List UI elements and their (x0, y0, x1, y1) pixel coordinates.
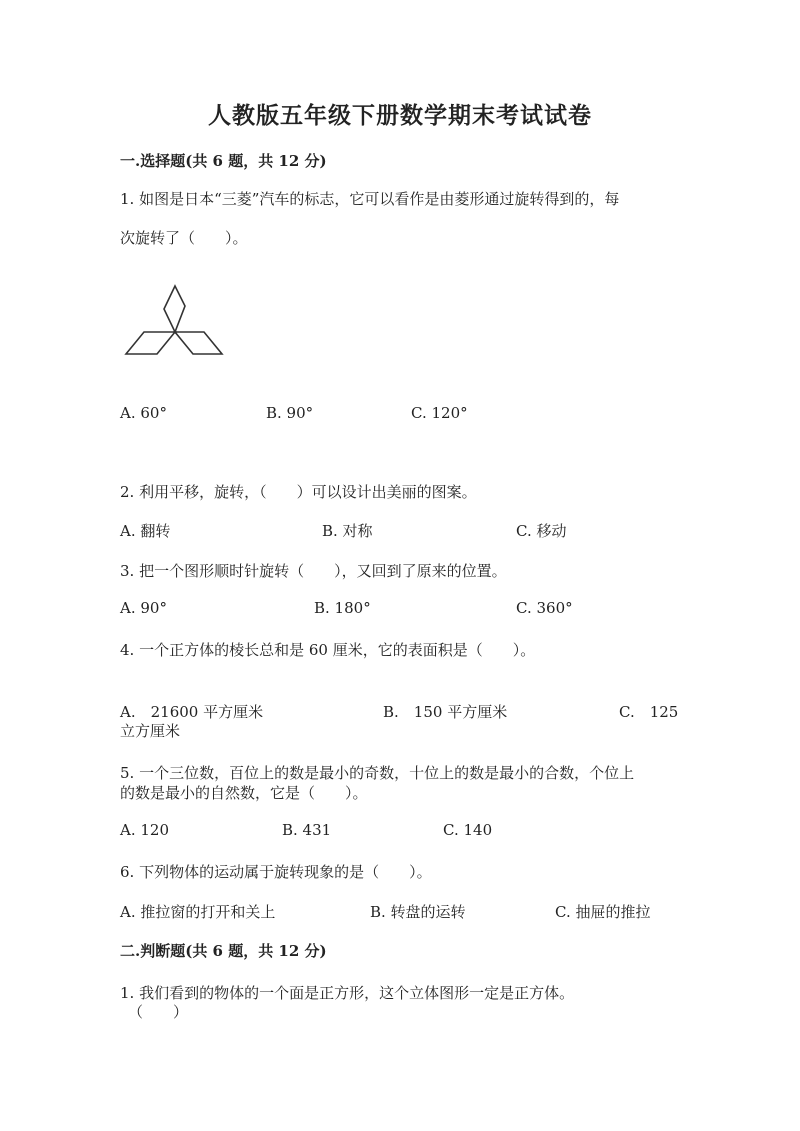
question-6-option-c: C. 抽屉的推拉 (555, 903, 651, 921)
question-4-option-c: C. 125 (619, 703, 679, 721)
judgement-1-line-1: 1. 我们看到的物体的一个面是正方形，这个立体图形一定是正方体。 (120, 984, 575, 1002)
question-4-option-a: A. 21600 平方厘米 (120, 703, 264, 721)
question-3-option-a: A. 90° (120, 599, 167, 617)
question-1-line-1: 1. 如图是日本“三菱”汽车的标志，它可以看作是由菱形通过旋转得到的，每 (120, 190, 620, 208)
question-4-text: 4. 一个正方体的棱长总和是 60 厘米，它的表面积是（ ）。 (120, 641, 536, 659)
question-3-text: 3. 把一个图形顺时针旋转（ ），又回到了原来的位置。 (120, 562, 507, 580)
question-6-option-b: B. 转盘的运转 (370, 903, 466, 921)
question-3-option-c: C. 360° (516, 599, 573, 617)
question-4-option-c-wrap: 立方厘米 (120, 722, 181, 740)
question-4-option-b: B. 150 平方厘米 (383, 703, 508, 721)
question-3-option-b: B. 180° (314, 599, 371, 617)
question-6-text: 6. 下列物体的运动属于旋转现象的是（ ）。 (120, 863, 432, 881)
rhombus-left (126, 332, 175, 354)
question-1-option-a: A. 60° (120, 404, 167, 422)
page-title: 人教版五年级下册数学期末考试试卷 (208, 102, 592, 129)
question-2-text: 2. 利用平移，旋转，（ ）可以设计出美丽的图案。 (120, 483, 477, 501)
question-5-line-2: 的数是最小的自然数，它是（ ）。 (120, 784, 368, 802)
section-heading-choice: 一.选择题(共 6 题，共 12 分) (120, 152, 327, 170)
question-2-option-a: A. 翻转 (120, 522, 171, 540)
rhombus-top (164, 286, 185, 332)
question-2-option-c: C. 移动 (516, 522, 567, 540)
question-1-option-b: B. 90° (266, 404, 314, 422)
question-1-line-2: 次旋转了（ ）。 (120, 229, 248, 247)
question-5-line-1: 5. 一个三位数，百位上的数是最小的奇数，十位上的数是最小的合数，个位上 (120, 764, 635, 782)
section-heading-judgement: 二.判断题(共 6 题，共 12 分) (120, 942, 327, 960)
mitsubishi-logo-figure (120, 282, 230, 362)
question-5-option-b: B. 431 (282, 821, 332, 839)
rhombus-right (175, 332, 222, 354)
judgement-1-line-2: （ ） (128, 1003, 189, 1021)
question-2-option-b: B. 对称 (322, 522, 373, 540)
question-5-option-a: A. 120 (120, 821, 169, 839)
question-1-option-c: C. 120° (411, 404, 468, 422)
question-5-option-c: C. 140 (443, 821, 493, 839)
question-6-option-a: A. 推拉窗的打开和关上 (120, 903, 276, 921)
